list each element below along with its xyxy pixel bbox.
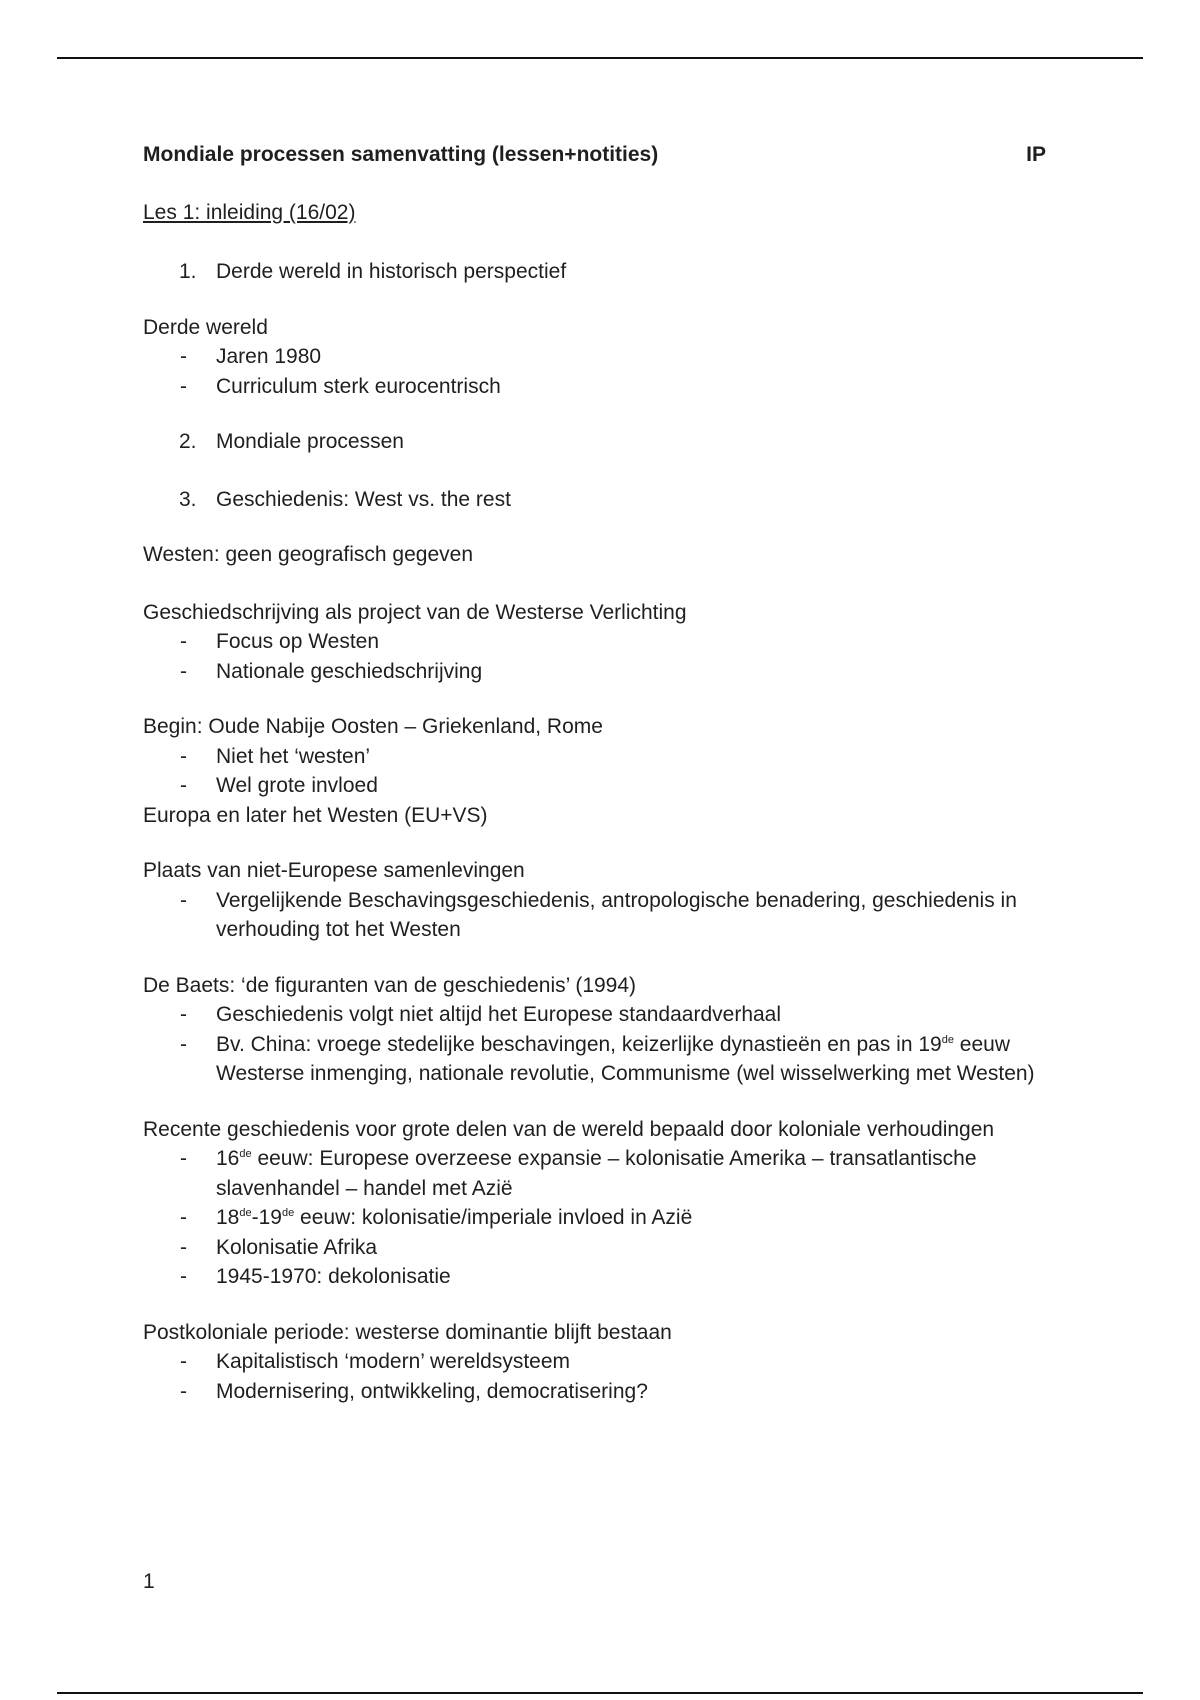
bullet-list — [143, 1000, 1043, 1089]
superscript: de — [239, 1207, 252, 1219]
header-rule — [57, 57, 1143, 59]
list-item: - Jaren 1980 — [143, 342, 1043, 372]
superscript: de — [941, 1033, 954, 1046]
text-span: 18 — [216, 1206, 240, 1229]
section-heading: Derde wereld — [143, 315, 268, 339]
bullet-list — [143, 1347, 1043, 1406]
list-item: - Kapitalistisch ‘modern’ wereldsysteem — [143, 1347, 1043, 1377]
page-number: 1 — [143, 1570, 155, 1593]
list-item: - Kolonisatie Afrika — [143, 1233, 1043, 1263]
item-text: Geschiedenis: West vs. the rest — [216, 487, 511, 511]
item-number: 1. — [179, 260, 197, 283]
text-span: eeuw Westerse inmenging, nationale revolutie, Communisme (wel wisselwerking met Westen) — [216, 1032, 1035, 1085]
superscript: de — [239, 1148, 252, 1160]
bullet-list — [143, 627, 1043, 686]
paragraph: Europa en later het Westen (EU+VS) — [143, 803, 488, 827]
text-span: eeuw: Europese overzeese expansie – kolonisatie Amerika – transatlantische slavenhandel – handel met Azië — [216, 1147, 977, 1200]
item-number: 3. — [179, 487, 197, 511]
section-heading: Plaats van niet-Europese samenlevingen — [143, 859, 525, 882]
text-span: eeuw: kolonisatie/imperiale invloed in Azië — [294, 1206, 693, 1229]
bullet-list — [143, 886, 1043, 945]
numbered-item — [179, 427, 1043, 457]
author-initials: IP — [1026, 143, 1046, 166]
bullet-list — [143, 342, 1043, 401]
numbered-item — [179, 485, 1043, 515]
list-item: - Vergelijkende Beschavingsgeschiedenis, antropologische benadering, geschiedenis in verhouding tot het Westen — [143, 886, 1043, 945]
list-item: - 1945-1970: dekolonisatie — [143, 1262, 1043, 1292]
list-item — [143, 1144, 1043, 1203]
section-heading: Geschiedschrijving als project van de Westerse Verlichting — [143, 600, 687, 624]
lesson-heading: Les 1: inleiding (16/02) — [143, 200, 356, 224]
numbered-item — [179, 257, 1043, 287]
section-heading: Begin: Oude Nabije Oosten – Griekenland, Rome — [143, 715, 603, 738]
item-text: Derde wereld in historisch perspectief — [216, 260, 567, 283]
footer-rule — [57, 1692, 1143, 1694]
document-title: Mondiale processen samenvatting (lessen+notities) — [143, 143, 659, 166]
list-item: - Focus op Westen — [143, 627, 1043, 657]
section-heading: De Baets: ‘de figuranten van de geschiedenis’ (1994) — [143, 973, 637, 997]
list-item: - Nationale geschiedschrijving — [143, 657, 1043, 687]
item-number: 2. — [179, 430, 197, 453]
section-heading: Recente geschiedenis voor grote delen van de wereld bepaald door koloniale verhoudingen — [143, 1117, 995, 1141]
text-span: -19 — [251, 1206, 282, 1229]
document-page — [143, 140, 1046, 1406]
paragraph: Westen: geen geografisch gegeven — [143, 543, 474, 566]
list-item: - Modernisering, ontwikkeling, democratisering? — [143, 1377, 1043, 1407]
item-text: Mondiale processen — [216, 430, 404, 453]
list-item — [143, 1030, 1043, 1089]
list-item: - Curriculum sterk eurocentrisch — [143, 372, 1043, 402]
list-item: - Wel grote invloed — [143, 771, 1043, 801]
bullet-list — [143, 1144, 1043, 1292]
superscript: de — [281, 1207, 295, 1219]
text-span: Bv. China: vroege stedelijke beschavingen, keizerlijke dynastieën en pas in 19 — [216, 1032, 942, 1056]
bullet-list — [143, 742, 1043, 801]
text-span: 16 — [216, 1147, 240, 1170]
list-item: - Geschiedenis volgt niet altijd het Europese standaardverhaal — [143, 1000, 1043, 1030]
section-heading: Postkoloniale periode: westerse dominantie blijft bestaan — [143, 1320, 672, 1344]
list-item — [143, 1203, 1043, 1233]
title-row — [143, 140, 1046, 170]
list-item: - Niet het ‘westen’ — [143, 742, 1043, 772]
